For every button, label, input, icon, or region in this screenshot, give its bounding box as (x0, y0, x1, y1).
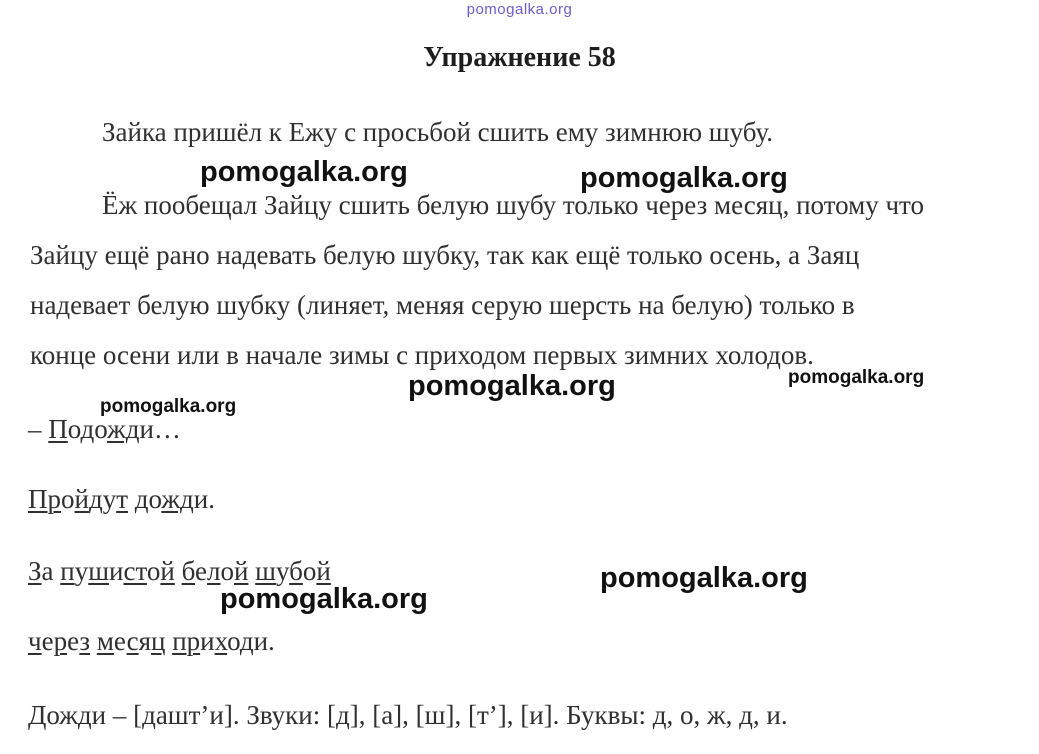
text-segment: о (148, 484, 162, 514)
text-segment: о (302, 556, 317, 586)
text-segment: у (102, 484, 117, 514)
text-segment (128, 484, 135, 514)
watermark: pomogalka.org (408, 370, 616, 402)
word-analysis: Дожди – [дашт’и]. Звуки: [д], [а], [ш], [т’], [и]. Буквы: д, о, ж, д, и. (28, 700, 788, 730)
text-segment: е (113, 626, 127, 656)
underlined-segment: м (96, 626, 114, 656)
underlined-segment: б (181, 556, 195, 586)
underlined-segment: д (80, 414, 95, 444)
text-segment: е (41, 626, 54, 656)
poem-line-2 (28, 484, 215, 515)
underlined-segment: жд (107, 414, 140, 444)
site-header-link[interactable]: pomogalka.org (466, 1, 573, 18)
text-segment: о (220, 556, 234, 586)
watermark: pomogalka.org (100, 396, 237, 417)
poem-line-1 (28, 414, 181, 445)
underlined-segment: д (88, 484, 103, 514)
underlined-segment: з (79, 626, 91, 656)
text-segment: у (74, 556, 89, 586)
paragraph-2-line-2: Зайцу ещё рано надевать белую шубку, так как ещё только осень, а Заяц (30, 240, 860, 270)
underlined-segment: с (126, 626, 139, 656)
text-segment: у (275, 556, 290, 586)
underlined-segment: ст (123, 556, 147, 586)
watermark: pomogalka.org (220, 583, 428, 615)
exercise-title: Упражнение 58 (423, 42, 616, 73)
text-segment: . (268, 626, 275, 656)
underlined-segment: д (134, 484, 149, 514)
underlined-segment: П (48, 414, 68, 444)
underlined-segment: Пр (28, 484, 61, 514)
underlined-segment: л (206, 556, 221, 586)
watermark: pomogalka.org (788, 367, 925, 388)
text-segment: е (195, 556, 207, 586)
text-segment: а (41, 556, 54, 586)
underlined-segment: б (289, 556, 303, 586)
watermark: pomogalka.org (200, 156, 408, 188)
underlined-segment: х (214, 626, 228, 656)
text-segment (175, 556, 182, 586)
text-segment: о (61, 484, 75, 514)
text-segment: о (146, 556, 161, 586)
underlined-segment: й (160, 556, 175, 586)
paragraph-2-line-4: конце осени или в начале зимы с приходом первых зимних холодов. (30, 340, 814, 370)
text-segment: о (227, 626, 240, 656)
underlined-segment: жд (161, 484, 194, 514)
text-segment: – (28, 414, 49, 444)
underlined-segment: й (74, 484, 89, 514)
underlined-segment: т (116, 484, 129, 514)
watermark: pomogalka.org (600, 562, 808, 594)
underlined-segment: й (316, 556, 331, 586)
text-segment (90, 626, 97, 656)
poem-line-4 (28, 626, 275, 657)
paragraph-2-line-3: надевает белую шубку (линяет, меняя серую шерсть на белую) только в (30, 290, 855, 320)
underlined-segment: З (28, 556, 42, 586)
text-segment: и (139, 414, 154, 444)
underlined-segment: ч (28, 626, 42, 656)
underlined-segment: р (53, 626, 68, 656)
underlined-segment: пр (172, 626, 201, 656)
text-segment: и (109, 556, 124, 586)
watermark: pomogalka.org (580, 162, 788, 194)
text-segment: о (94, 414, 108, 444)
underlined-segment: ш (88, 556, 110, 586)
paragraph-1: Зайка пришёл к Ежу с просьбой сшить ему зимнюю шубу. (102, 117, 773, 147)
text-segment: . (208, 484, 215, 514)
paragraph-2-line-1: Ёж пообещал Зайцу сшить белую шубу только через месяц, потому что (102, 190, 924, 220)
text-segment: о (67, 414, 81, 444)
text-segment: и (253, 626, 269, 656)
text-segment: е (67, 626, 80, 656)
text-segment: и (200, 626, 215, 656)
text-segment: и (193, 484, 209, 514)
underlined-segment: ц (150, 626, 166, 656)
underlined-segment: п (60, 556, 75, 586)
underlined-segment: й (233, 556, 249, 586)
underlined-segment: д (239, 626, 254, 656)
text-segment: я (138, 626, 151, 656)
underlined-segment: ш (255, 556, 276, 586)
text-segment: … (153, 414, 181, 444)
